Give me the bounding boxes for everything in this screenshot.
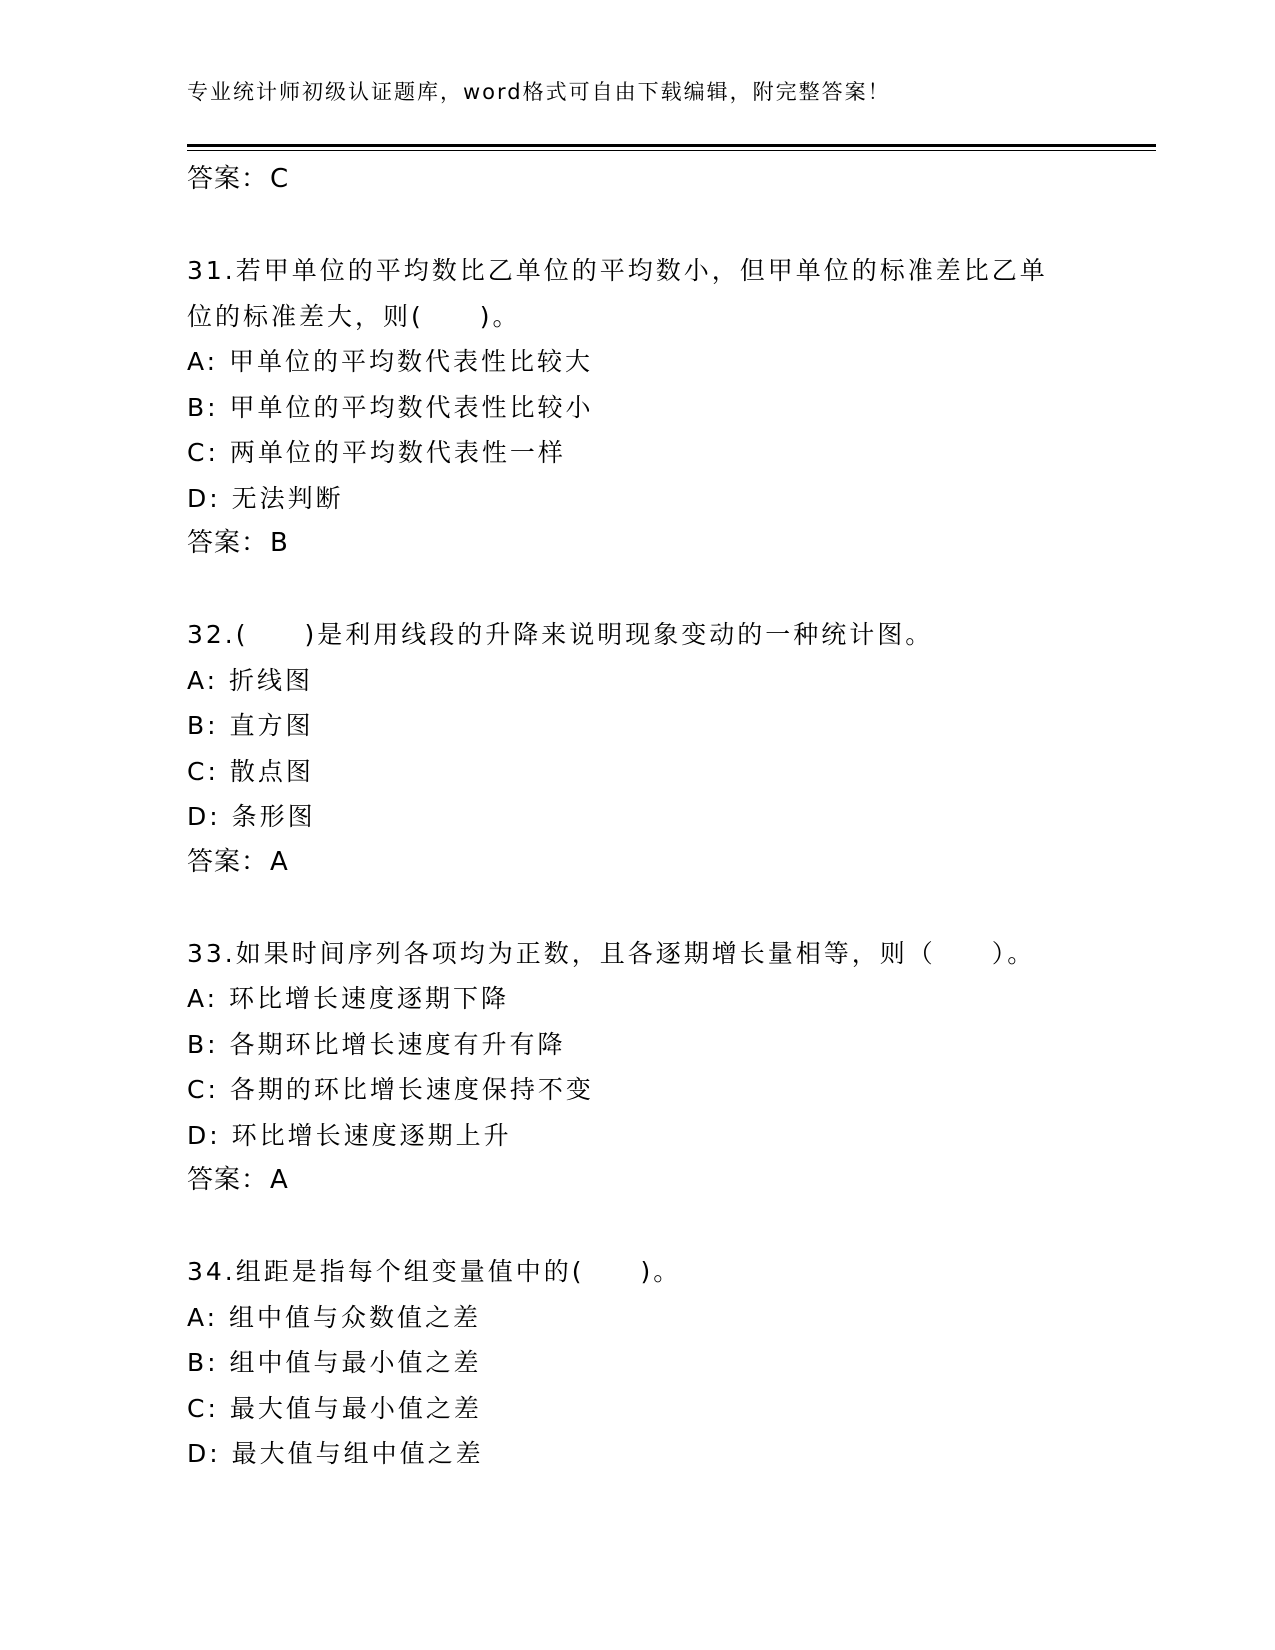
option-d: D: 环比增长速度逐期上升 <box>187 1120 512 1150</box>
header-rule-thick <box>187 144 1156 147</box>
option-a: A: 环比增长速度逐期下降 <box>187 984 510 1013</box>
page-header: 专业统计师初级认证题库，word格式可自由下载编辑，附完整答案！ <box>187 80 891 104</box>
answer-label: 答案： <box>187 164 269 194</box>
answer-label: 答案： <box>187 528 269 558</box>
option-d: D: 最大值与组中值之差 <box>187 1439 484 1468</box>
answer-value: A <box>270 1165 289 1195</box>
question-stem: 位的标准差大，则( )。 <box>187 301 521 331</box>
prev-answer <box>187 157 1087 203</box>
spacer <box>187 885 1087 931</box>
question-stem: 33.如果时间序列各项均为正数，且各逐期增长量相等，则（ ）。 <box>187 938 1036 968</box>
question-stem: 31.若甲单位的平均数比乙单位的平均数小，但甲单位的标准差比乙单 <box>187 256 1048 285</box>
option-b: B: 各期环比增长速度有升有降 <box>187 1029 566 1059</box>
question-31 <box>187 248 1087 567</box>
spacer <box>187 1204 1087 1250</box>
spacer <box>187 203 1087 249</box>
question-33 <box>187 931 1087 1204</box>
option-a: A: 甲单位的平均数代表性比较大 <box>187 347 594 376</box>
header-rule-thin <box>187 150 1156 151</box>
option-a: A: 折线图 <box>187 665 314 695</box>
question-stem: 34.组距是指每个组变量值中的( )。 <box>187 1257 682 1286</box>
option-a: A: 组中值与众数值之差 <box>187 1302 482 1332</box>
option-b: B: 组中值与最小值之差 <box>187 1348 482 1377</box>
question-list <box>187 157 1087 1477</box>
question-32 <box>187 612 1087 885</box>
answer <box>187 1158 1087 1204</box>
answer-label: 答案： <box>187 1165 269 1195</box>
option-b: B: 甲单位的平均数代表性比较小 <box>187 392 594 422</box>
answer <box>187 521 1087 567</box>
option-c: C: 散点图 <box>187 756 314 786</box>
option-c: C: 两单位的平均数代表性一样 <box>187 438 566 467</box>
answer-value: B <box>270 528 289 558</box>
question-34 <box>187 1249 1087 1477</box>
option-c: C: 各期的环比增长速度保持不变 <box>187 1075 594 1104</box>
answer-label: 答案： <box>187 846 269 877</box>
answer-value: C <box>270 164 290 194</box>
spacer <box>187 567 1087 613</box>
option-d: D: 条形图 <box>187 802 316 831</box>
answer <box>187 840 1087 886</box>
answer-value: A <box>270 846 289 877</box>
option-b: B: 直方图 <box>187 711 314 740</box>
option-d: D: 无法判断 <box>187 483 344 513</box>
option-c: C: 最大值与最小值之差 <box>187 1393 482 1423</box>
question-stem: 32.( )是利用线段的升降来说明现象变动的一种统计图。 <box>187 620 934 649</box>
